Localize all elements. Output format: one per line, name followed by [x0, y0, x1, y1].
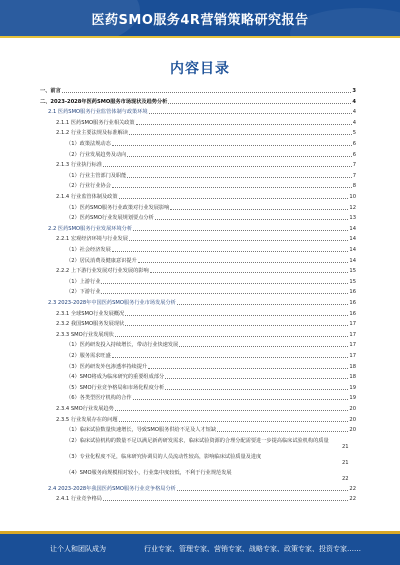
toc-entry-text: （2）行业发展趋势及动向: [66, 151, 127, 158]
toc-leader-dots: [127, 156, 351, 157]
toc-entry[interactable]: [56, 120, 356, 126]
footer-slogan-right: 行业专家、管理专家、营销专家、战略专家、政策专家、投资专家……: [144, 545, 361, 553]
toc-entry-text: 2.3.2 我国SMO服务发展现状: [56, 321, 125, 328]
toc-page-number: 8: [352, 183, 356, 190]
toc-page-number: 4: [352, 109, 356, 116]
toc-entry-text: （1）临床试验数量快速增长，导致SMO服务供给不足及人才短缺: [66, 427, 217, 434]
toc-leader-dots: [149, 113, 352, 114]
toc-entry-text: 2.1.2 行业主要法规及标准解读: [56, 130, 128, 137]
toc-entry[interactable]: [66, 183, 356, 189]
toc-entry[interactable]: [66, 395, 356, 401]
footer-banner: [0, 531, 400, 565]
toc-page-number: 18: [349, 363, 356, 370]
toc-page-number: 6: [352, 141, 356, 147]
toc-page-number: 20: [349, 406, 356, 412]
toc-leader-dots: [103, 500, 348, 501]
toc-entry[interactable]: [66, 247, 356, 253]
toc-entry[interactable]: [66, 438, 356, 450]
toc-entry-text: （4）SMO服务商规模相对较小，行业集中度较低，不利于行业规范发展: [66, 469, 232, 476]
toc-entry-text: 2.1.1 医药SMO服务行业相关政策: [56, 119, 135, 126]
toc-page-number: 16: [349, 310, 356, 317]
toc-entry-text: （2）行业行业协会: [66, 183, 111, 190]
toc-entry[interactable]: [66, 427, 356, 433]
toc-entry[interactable]: [66, 374, 356, 380]
toc-entry-text: （4）SMO将成为临床研究的重要组成部分: [66, 374, 165, 381]
toc-entry-text: （6）各类型医疗机构的合作: [66, 395, 132, 402]
footer-slogan-left: 让个人和团队成为: [50, 545, 106, 553]
toc-page-number: 21: [342, 459, 349, 466]
toc-entry[interactable]: [56, 406, 356, 412]
toc-heading: 内容目录: [170, 61, 230, 77]
toc-entry[interactable]: [56, 162, 356, 168]
toc-leader-dots: [119, 421, 349, 422]
toc-page-number: 21: [342, 443, 349, 450]
toc-entry[interactable]: [66, 215, 356, 221]
toc-leader-dots: [150, 272, 349, 273]
toc-leader-dots: [129, 134, 352, 135]
toc-page-number: 7: [352, 162, 356, 169]
toc-leader-dots: [112, 251, 349, 252]
toc-entry-text: （1）医药研发投入持续增长，带动行业快速发展: [66, 342, 179, 349]
toc-entry[interactable]: [48, 109, 356, 115]
toc-leader-dots: [115, 336, 349, 337]
toc-page-number: 17: [349, 353, 356, 359]
toc-entry-text: （5）SMO行业竞争格局和市场化程度分析: [66, 384, 165, 391]
toc-leader-dots: [62, 92, 352, 93]
toc-entry-text: 2.2 医药SMO服务行业发展环境分析: [48, 225, 133, 232]
toc-leader-dots: [119, 198, 349, 199]
toc-leader-dots: [136, 124, 352, 125]
toc-leader-dots: [165, 389, 348, 390]
toc-page-number: 12: [349, 204, 356, 211]
toc-entry[interactable]: [56, 130, 356, 136]
toc-entry-text: 2.3.3 SMO行业发展现状: [56, 331, 114, 338]
toc-leader-dots: [101, 293, 348, 294]
toc-entry-text: （1）医药SMO服务行业政策对行业发展影响: [66, 204, 170, 211]
toc-entry[interactable]: [56, 496, 356, 502]
toc-page-number: 16: [349, 289, 356, 296]
toc-entry[interactable]: [66, 454, 356, 466]
toc-entry[interactable]: [66, 385, 356, 391]
toc-page-number: 4: [352, 98, 356, 105]
toc-entry[interactable]: [66, 470, 356, 482]
toc-entry-text: （3）医药研发外包渗透率持续提升: [66, 363, 148, 370]
toc-entry-text: （2）下游行业: [66, 289, 101, 296]
toc-page-number: 14: [349, 225, 356, 232]
toc-entry-text: 一、前言: [40, 88, 61, 94]
toc-page-number: 19: [349, 395, 356, 402]
toc-entry-text: 2.2.1 宏观经济环境与行业发展: [56, 236, 128, 243]
toc-page-number: 20: [349, 427, 356, 434]
toc-entry[interactable]: [66, 205, 356, 211]
toc-leader-dots: [133, 399, 349, 400]
report-header: [0, 0, 400, 38]
toc-leader-dots: [115, 410, 349, 411]
toc-entry-text: （2）医药SMO行业发展规划要点分析: [66, 215, 154, 222]
toc-entry[interactable]: [48, 486, 356, 492]
toc-page-number: 13: [349, 215, 356, 222]
toc-page-number: 14: [349, 236, 356, 243]
toc-entry[interactable]: [66, 258, 356, 264]
toc-entry-text: 2.1 医药SMO服务行业监管体制与政策环境: [48, 109, 148, 116]
toc-entry[interactable]: [66, 152, 356, 158]
toc-page-number: 5: [352, 130, 356, 137]
toc-leader-dots: [217, 431, 348, 432]
toc-leader-dots: [112, 145, 352, 146]
toc-entry-text: （1）社会经济发展: [66, 247, 111, 253]
toc-entry[interactable]: [56, 321, 356, 327]
toc-entry[interactable]: [66, 342, 356, 348]
toc-entry[interactable]: [56, 194, 356, 200]
toc-entry[interactable]: [40, 88, 356, 94]
toc-leader-dots: [125, 315, 348, 316]
toc-entry-text: 2.3.4 SMO行业发展趋势: [56, 406, 114, 412]
toc-page-number: 10: [349, 194, 356, 200]
toc-entry[interactable]: [66, 289, 356, 295]
toc-entry-text: 2.3.5 行业发展存在的问题: [56, 416, 118, 423]
toc-leader-dots: [148, 368, 348, 369]
toc-entry-text: 二、2023-2028年医药SMO服务市场现状及趋势分析: [40, 98, 168, 105]
toc-leader-dots: [133, 230, 348, 231]
toc-page-number: 7: [352, 172, 356, 179]
toc-leader-dots: [177, 304, 349, 305]
toc-page-number: 15: [349, 268, 356, 275]
toc-entry-text: （1）政策法规动态: [66, 141, 111, 147]
toc-entry[interactable]: [56, 332, 356, 338]
toc-entry[interactable]: [48, 226, 356, 232]
table-of-contents: [40, 86, 356, 518]
toc-entry[interactable]: [56, 236, 356, 242]
toc-page-number: 17: [349, 321, 356, 328]
toc-page-number: 18: [349, 374, 356, 381]
report-title: 医药SMO服务4R营销策略研究报告: [91, 13, 309, 28]
toc-entry[interactable]: [66, 173, 356, 179]
toc-page-number: 14: [349, 247, 356, 253]
toc-leader-dots: [112, 357, 349, 358]
toc-leader-dots: [103, 166, 352, 167]
toc-entry[interactable]: [66, 364, 356, 370]
toc-entry-text: 2.3.1 全球SMO行业发展概况: [56, 310, 125, 317]
toc-entry-text: （2）居民消费及健康意识提升: [66, 257, 137, 264]
toc-entry[interactable]: [66, 353, 356, 359]
toc-page-number: 22: [349, 485, 356, 492]
toc-entry-text: （3）专业化程度不足，临床研究协调员的人员流动性较高，影响临床试验质量及进度: [66, 453, 262, 460]
toc-entry[interactable]: [40, 99, 356, 105]
toc-entry[interactable]: [56, 417, 356, 423]
toc-leader-dots: [125, 325, 348, 326]
toc-page-number: 17: [349, 342, 356, 349]
toc-page-number: 15: [349, 278, 356, 285]
toc-entry[interactable]: [56, 268, 356, 274]
toc-leader-dots: [129, 240, 348, 241]
toc-page-number: 20: [349, 416, 356, 423]
toc-page-number: 17: [349, 331, 356, 338]
toc-entry-text: 2.4.1 行业竞争格局: [56, 496, 102, 503]
toc-leader-dots: [138, 262, 349, 263]
toc-entry-text: （2）服务需求旺盛: [66, 353, 111, 359]
toc-leader-dots: [165, 378, 348, 379]
toc-entry-text: 2.2.2 上下游行业发展对行业发展的影响: [56, 268, 149, 275]
toc-entry-text: 2.1.3 行业执行标准: [56, 162, 102, 169]
toc-entry[interactable]: [66, 141, 356, 147]
toc-entry-text: （1）上游行业: [66, 278, 101, 285]
toc-page-number: 14: [349, 257, 356, 264]
toc-leader-dots: [155, 219, 349, 220]
toc-page-number: 3: [352, 88, 356, 94]
toc-entry[interactable]: [56, 311, 356, 317]
toc-entry-text: （1）行业主管部门及职能: [66, 172, 127, 179]
toc-leader-dots: [177, 490, 349, 491]
toc-entry-text: 2.1.4 行业监管体制及政策: [56, 194, 118, 200]
toc-page-number: 22: [342, 475, 349, 482]
toc-page-number: 16: [349, 300, 356, 306]
footer-accent-bar: [0, 531, 400, 534]
toc-entry[interactable]: [48, 300, 356, 306]
toc-entry-text: 2.4 2023-2028年我国医药SMO服务行业竞争格局分析: [48, 485, 176, 492]
toc-entry-text: 2.3 2023-2028年中国医药SMO服务行业市场发展分析: [48, 300, 176, 306]
toc-page-number: 4: [352, 119, 356, 126]
toc-page-number: 22: [349, 496, 356, 503]
toc-leader-dots: [170, 209, 348, 210]
toc-leader-dots: [168, 103, 351, 104]
toc-entry[interactable]: [66, 279, 356, 285]
toc-page-number: 6: [352, 151, 356, 158]
toc-leader-dots: [112, 187, 352, 188]
toc-entry-text: （2）临床试验机构的数量不足以满足新药研发需求，临床试验资源的合理分配需要进一步提高临床试验机构的质量: [66, 437, 329, 444]
toc-leader-dots: [101, 283, 348, 284]
toc-leader-dots: [179, 346, 348, 347]
toc-leader-dots: [127, 177, 351, 178]
toc-page-number: 19: [349, 384, 356, 391]
